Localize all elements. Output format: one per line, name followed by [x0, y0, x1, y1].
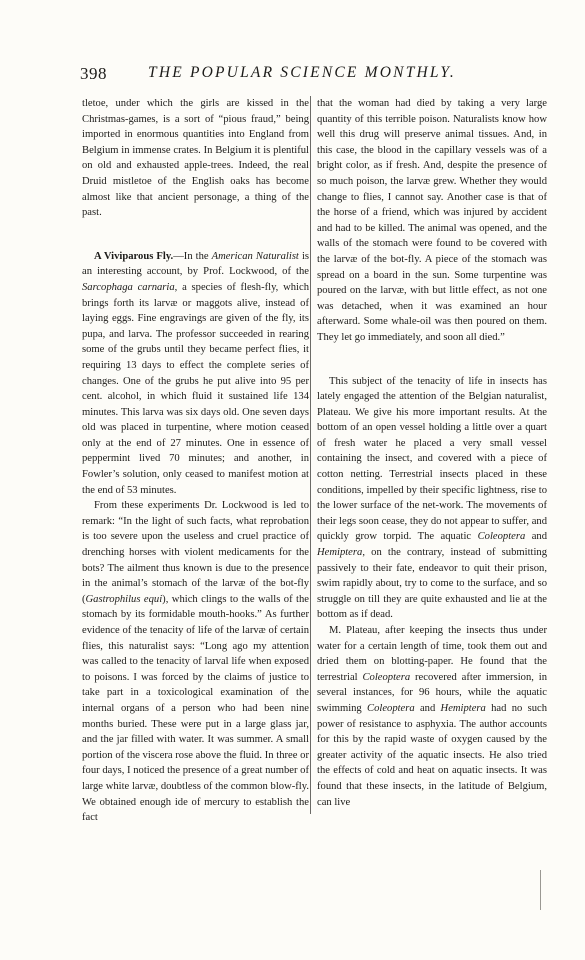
text-run: and: [414, 702, 441, 714]
taxon-name: Hemiptera: [440, 702, 486, 714]
section-heading: A Viviparous Fly.: [94, 250, 174, 262]
text-run: had no such power of resistance to asphyxia. The author accounts for this by the rapid waste of oxygen caused by the greater activity of the aquatic insects. He also tried the effects of cold and heat on aquatic insects. It was found that these insects, in the latitude of Belgium, can live: [317, 702, 547, 808]
text-run: , a species of flesh-fly, which brings forth its larvæ or maggots alive, instead of laying eggs. Fine engravings are given of the fly, its pupa, and larva. The professor succeeded in rearing some of the grubs until they became perfect flies, it requiring 13 days to effect the complete series of changes. One of the grubs he put alive into 95 per cent. alcohol, in which fluid it sustained life 134 minutes. This larva was six days old. One seven days old was placed in turpentine, where motion ceased only at the end of 27 minutes. One in essence of peppermint lived 70 minutes; and another, in Fowler’s solution, only ceased to manifest motion at the end of 53 minutes.: [82, 281, 309, 496]
journal-title: American Naturalist: [211, 250, 299, 262]
text-run: This subject of the tenacity of life in insects has lately engaged the attention of the Belgian naturalist, Plateau. We give his more important results. At the bottom of an open vessel holding a little over a quart of fresh water he placed a very small vessel containing the insect, and covered with a piece of cotton netting. Terrestrial insects placed in these conditions, impelled by their specific lightness, rise to the lower surface of the net-work. The movements of their legs soon cease, they do not appear to suffer, and quickly grow torpid. The aquatic: [317, 375, 547, 543]
paragraph-viviparous-fly: [82, 249, 309, 499]
text-run: From these experiments Dr. Lockwood is led to remark: “In the light of such facts, what reprobation is too severe upon the useless and cruel practice of drenching horses with violent medicaments for the bots? The ailment thus known is due to the presence in the animal’s stomach of the larvæ of the bot-fly (: [82, 500, 309, 605]
paragraph-lockwood-remarks: [82, 498, 309, 825]
text-run: M. Plateau, after keeping the insects thus under water for a certain length of time, took them out and dried them on blotting-paper. He found that the terrestrial: [317, 625, 547, 683]
paragraph-quote-continued: that the woman had died by taking a very large quantity of this terrible poison. Naturalists know how well this drug will preserve animal tissues. And, in this case, the blood in the capillary vessels was of a bright color, as if fresh. And, despite the presence of so much poison, the larvæ grew. Whether they would change to flies, I cannot say. Another case is that of the horse of a friend, which was injured by accident and had to be killed. The animal was opened, and the walls of the stomach were found to be covered with the larvæ of the bot-fly. A piece of the stomach was spread on a board in the sun. Some turpentine was poured on the larvæ, with but little effect, as not one was detached, when it was examined an hour afterward. Some whale-oil was then poured on them. They let go immediately, and soon all died.”: [317, 98, 547, 343]
left-column: [82, 96, 309, 826]
text-run: —In the: [173, 250, 212, 262]
text-run: is an interesting account, by Prof. Lockwood, of the: [82, 250, 310, 278]
text-run: , on the contrary, instead of submitting passively to their fate, endeavor to quit their prison, swim rapidly about, try to come to the surface, and so struggle on till they are quite exhausted and lie at the bottom as if dead.: [317, 547, 547, 621]
right-column: [317, 96, 547, 810]
text-run: ), which clings to the walls of the stomach by its formidable mouth-hooks.” As further evidence of the tenacity of life of the larvæ of certain flies, this naturalist says: “Long ago my attention was called to the tenacity of larval life when exposed to poisons. I was forced by the claims of justice to take part in a toxicological examination of the internal organs of a person who had been nine months buried. These were put in a large glass jar, and the jar filled with water. It was summer. A small portion of the viscera rose above the fluid. In three or four days, I noticed the presence of a great number of large white larvæ, doubtless of the common blow-fly. We obtained enough ide of mercury to establish the fact: [82, 593, 309, 824]
species-name: Gastrophilus equi: [85, 593, 163, 605]
taxon-name: Coleoptera: [362, 671, 411, 683]
column-divider: [310, 96, 311, 814]
running-title: THE POPULAR SCIENCE MONTHLY.: [148, 64, 456, 81]
taxon-name: Coleoptera: [367, 702, 415, 714]
page-number: 398: [80, 64, 107, 83]
paragraph-plateau-results: [317, 623, 547, 810]
text-run: and: [525, 531, 548, 543]
paragraph-mistletoe: tletoe, under which the girls are kissed in the Christmas-games, is a sort of “pious fraud,” being imported in enormous quantities into England from Belgium in immense crates. In Belgium it is plentiful on old and exhausted apple-trees. Indeed, the real Druid mistletoe of the English oaks has become almost like that ancient personage, a thing of the past.: [82, 98, 309, 219]
taxon-name: Hemiptera: [317, 547, 363, 559]
paragraph-plateau-tenacity: [317, 374, 547, 624]
margin-mark: [540, 870, 541, 910]
taxon-name: Coleoptera: [477, 531, 526, 543]
text-run: recovered after immersion, in several instances, for 96 hours, while the aquatic swimming: [317, 671, 548, 714]
species-name: Sarcophaga carnaria: [82, 281, 175, 293]
